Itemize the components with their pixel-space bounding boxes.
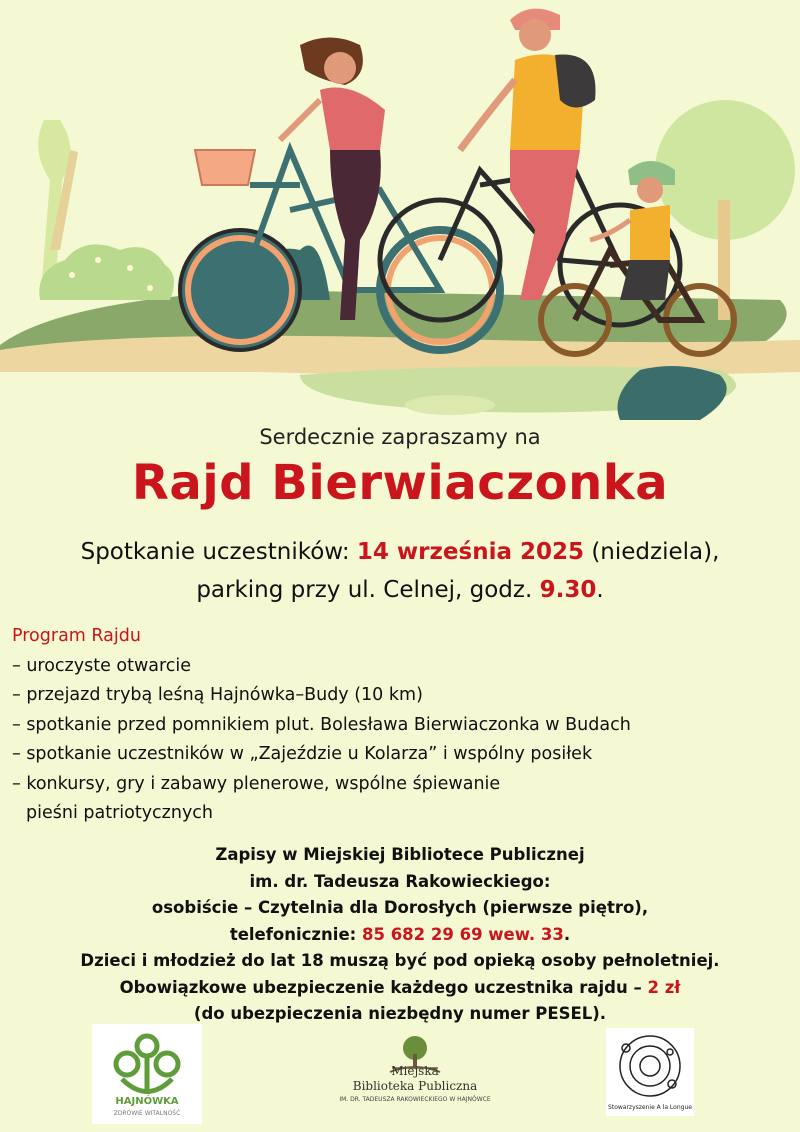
event-title: Rajd Bierwiaczonka bbox=[131, 455, 669, 511]
association-logo bbox=[606, 1028, 694, 1116]
signup-line: (do ubezpieczenia niezbędny numer PESEL). bbox=[193, 1004, 607, 1023]
meeting-time: 9.30 bbox=[539, 577, 597, 603]
meeting-end: . bbox=[596, 577, 604, 603]
orbit-icon bbox=[606, 1028, 694, 1102]
hajnowka-logo bbox=[92, 1024, 202, 1124]
library-line2: Biblioteka Publiczna bbox=[352, 1079, 478, 1093]
meeting-place: parking przy ul. Celnej, godz. bbox=[196, 577, 533, 603]
signup-section bbox=[0, 842, 800, 1028]
library-line3: IM. DR. TADEUSZA RAKOWIECKIEGO W HAJNÓWCE bbox=[339, 1096, 491, 1103]
signup-line: Dzieci i młodzież do lat 18 muszą być pod opieką osoby pełnoletniej. bbox=[80, 951, 720, 970]
meeting-day: (niedziela), bbox=[591, 539, 720, 565]
program-title: Program Rajdu bbox=[12, 626, 141, 646]
signup-phone-line bbox=[0, 922, 800, 949]
program-section bbox=[12, 622, 792, 829]
program-item: – przejazd trybą leśną Hajnówka–Budy (10 km) bbox=[12, 685, 423, 705]
phone-end: . bbox=[563, 924, 571, 944]
program-item: – spotkanie uczestników w „Zajeździe u Kolarza” i wspólny posiłek bbox=[12, 744, 593, 764]
signup-line: im. dr. Tadeusza Rakowieckiego: bbox=[249, 871, 551, 891]
hajnowka-name: HAJNÓWKA bbox=[115, 1096, 179, 1107]
logos-row bbox=[0, 1022, 800, 1132]
meeting-label: Spotkanie uczestników: bbox=[80, 539, 350, 565]
invite-text: Serdecznie zapraszamy na bbox=[259, 425, 541, 449]
signup-line: osobiście – Czytelnia dla Dorosłych (pierwsze piętro), bbox=[151, 898, 649, 917]
library-logo bbox=[330, 1032, 500, 1122]
program-item: – konkursy, gry i zabawy plenerowe, wspólne śpiewanie bbox=[12, 773, 501, 794]
association-name: Stowarzyszenie A la Longue bbox=[608, 1104, 692, 1111]
meeting-date: 14 września 2025 bbox=[356, 539, 585, 565]
phone-label: telefonicznie: bbox=[229, 924, 357, 944]
program-list bbox=[12, 652, 792, 829]
program-item: pieśni patriotycznych bbox=[26, 803, 214, 823]
insurance-price: 2 zł bbox=[647, 977, 681, 997]
cycling-family-illustration bbox=[0, 0, 800, 430]
program-item: – spotkanie przed pomnikiem plut. Bolesława Bierwiaczonka w Budach bbox=[12, 714, 631, 735]
program-item: – uroczyste otwarcie bbox=[12, 655, 192, 676]
bush-left bbox=[39, 244, 174, 300]
meeting-info bbox=[0, 533, 800, 609]
phone-number: 85 682 29 69 wew. 33 bbox=[361, 924, 564, 944]
insurance-label: Obowiązkowe ubezpieczenie każdego uczestnika rajdu – bbox=[119, 977, 642, 997]
library-line1: Miejska bbox=[391, 1064, 439, 1078]
hajnowka-tagline: ZDROWIE WITALNOŚĆ bbox=[113, 1110, 181, 1117]
signup-line: Zapisy w Miejskiej Bibliotece Publicznej bbox=[215, 845, 585, 864]
insurance-line bbox=[0, 975, 800, 1002]
